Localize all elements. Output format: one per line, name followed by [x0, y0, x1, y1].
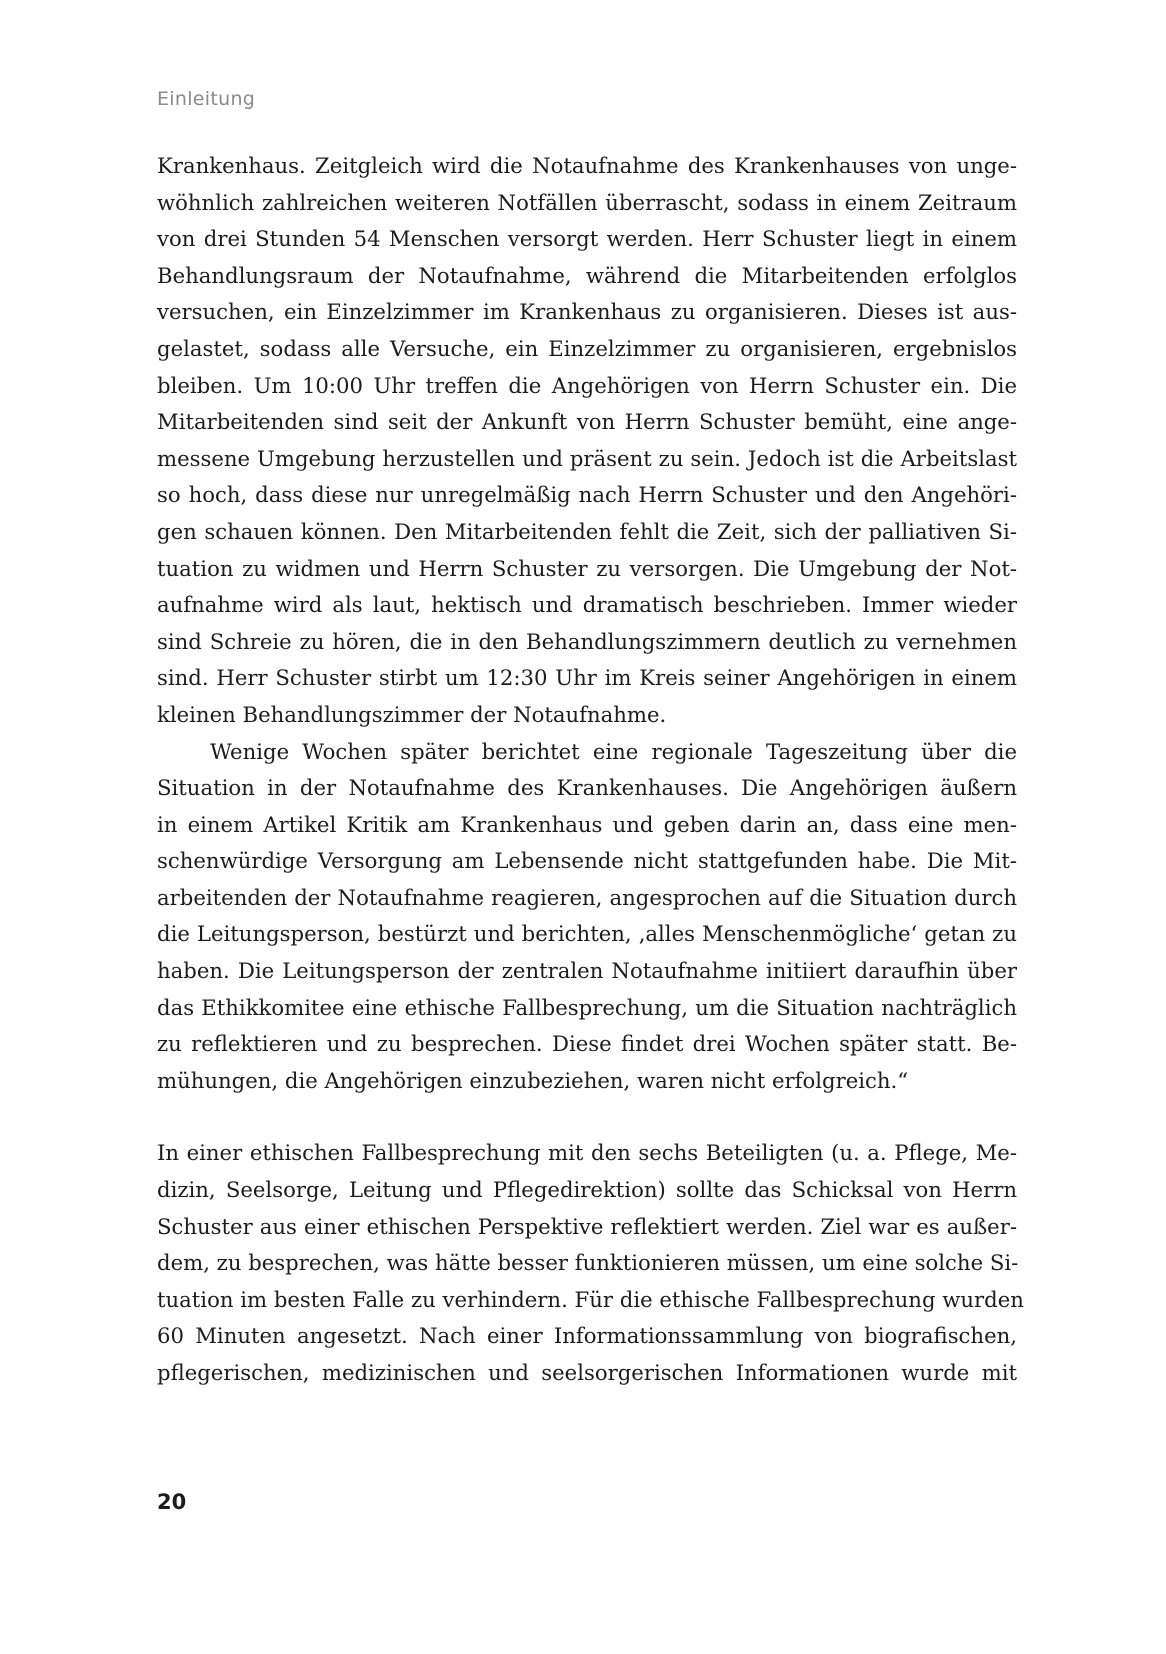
text-line: sind Schreie zu hören, die in den Behandlungszimmern deutlich zu vernehmen — [157, 628, 1017, 654]
paragraph-quote-continuation — [157, 148, 1017, 734]
text-line: sind. Herr Schuster stirbt um 12:30 Uhr im Kreis seiner Angehörigen in einem — [157, 665, 1017, 691]
paragraph-spacer — [157, 1099, 1017, 1135]
text-line: haben. Die Leitungsperson der zentralen Notaufnahme initiiert daraufhin über — [157, 958, 1017, 984]
paragraph-quote-followup — [157, 734, 1017, 1100]
body-text — [157, 148, 1024, 1392]
text-line: messene Umgebung herzustellen und präsent zu sein. Jedoch ist die Arbeitslast — [157, 445, 1017, 471]
text-line: In einer ethischen Fallbesprechung mit den sechs Beteiligten (u. a. Pflege, Me- — [157, 1140, 1017, 1166]
text-line: die Leitungsperson, bestürzt und berichten, ‚alles Menschenmögliche‘ getan zu — [157, 921, 1017, 947]
paragraph-fallbesprechung — [157, 1135, 1024, 1391]
text-line: arbeitenden der Notaufnahme reagieren, angesprochen auf die Situation durch — [157, 884, 1017, 910]
text-line: so hoch, dass diese nur unregelmäßig nach Herrn Schuster und den Angehöri- — [157, 482, 1017, 508]
text-line: dem, zu besprechen, was hätte besser funktionieren müssen, um eine solche Si- — [157, 1250, 1019, 1276]
text-line: dizin, Seelsorge, Leitung und Pflegedirektion) sollte das Schicksal von Herrn — [157, 1177, 1017, 1203]
text-line: in einem Artikel Kritik am Krankenhaus und geben darin an, dass eine men- — [157, 811, 1017, 837]
text-line: 60 Minuten angesetzt. Nach einer Informationssammlung von biografischen, — [157, 1323, 1017, 1349]
text-line: versuchen, ein Einzelzimmer im Krankenhaus zu organisieren. Dieses ist aus- — [157, 299, 1017, 325]
text-line: Schuster aus einer ethischen Perspektive reflektiert werden. Ziel war es außer- — [157, 1213, 1017, 1239]
page-number: 20 — [157, 1490, 187, 1514]
text-line: tuation zu widmen und Herrn Schuster zu versorgen. Die Umgebung der Not- — [157, 555, 1017, 581]
text-line: aufnahme wird als laut, hektisch und dramatisch beschrieben. Immer wieder — [157, 592, 1017, 618]
text-line: mühungen, die Angehörigen einzubeziehen, waren nicht erfolgreich.“ — [157, 1067, 909, 1093]
running-head: Einleitung — [157, 88, 256, 110]
text-line: Krankenhaus. Zeitgleich wird die Notaufnahme des Krankenhauses von unge- — [157, 153, 1017, 178]
text-line: pflegerischen, medizinischen und seelsorgerischen Informationen wurde mit — [157, 1360, 1017, 1385]
text-line: Situation in der Notaufnahme des Krankenhauses. Die Angehörigen äußern — [157, 775, 1017, 801]
text-line: tuation im besten Falle zu verhindern. Für die ethische Fallbesprechung wurden — [157, 1286, 1024, 1312]
text-line: schenwürdige Versorgung am Lebensende nicht stattgefunden habe. Die Mit- — [157, 848, 1017, 874]
text-line: das Ethikkomitee eine ethische Fallbesprechung, um die Situation nachträglich — [157, 994, 1017, 1020]
text-line: von drei Stunden 54 Menschen versorgt werden. Herr Schuster liegt in einem — [157, 226, 1017, 252]
text-line: bleiben. Um 10:00 Uhr treffen die Angehörigen von Herrn Schuster ein. Die — [157, 372, 1017, 398]
text-line: Wenige Wochen später berichtet eine regionale Tageszeitung über die — [210, 738, 1017, 764]
text-line: kleinen Behandlungszimmer der Notaufnahme. — [157, 701, 667, 727]
text-line: wöhnlich zahlreichen weiteren Notfällen überrascht, sodass in einem Zeitraum — [157, 189, 1017, 215]
text-line: gen schauen können. Den Mitarbeitenden fehlt die Zeit, sich der palliativen Si- — [157, 518, 1017, 544]
text-line: zu reflektieren und zu besprechen. Diese findet drei Wochen später statt. Be- — [157, 1031, 1017, 1057]
text-line: gelastet, sodass alle Versuche, ein Einzelzimmer zu organisieren, ergebnislos — [157, 335, 1017, 361]
text-line: Behandlungsraum der Notaufnahme, während die Mitarbeitenden erfolglos — [157, 262, 1017, 288]
text-line: Mitarbeitenden sind seit der Ankunft von Herrn Schuster bemüht, eine ange- — [157, 409, 1017, 435]
